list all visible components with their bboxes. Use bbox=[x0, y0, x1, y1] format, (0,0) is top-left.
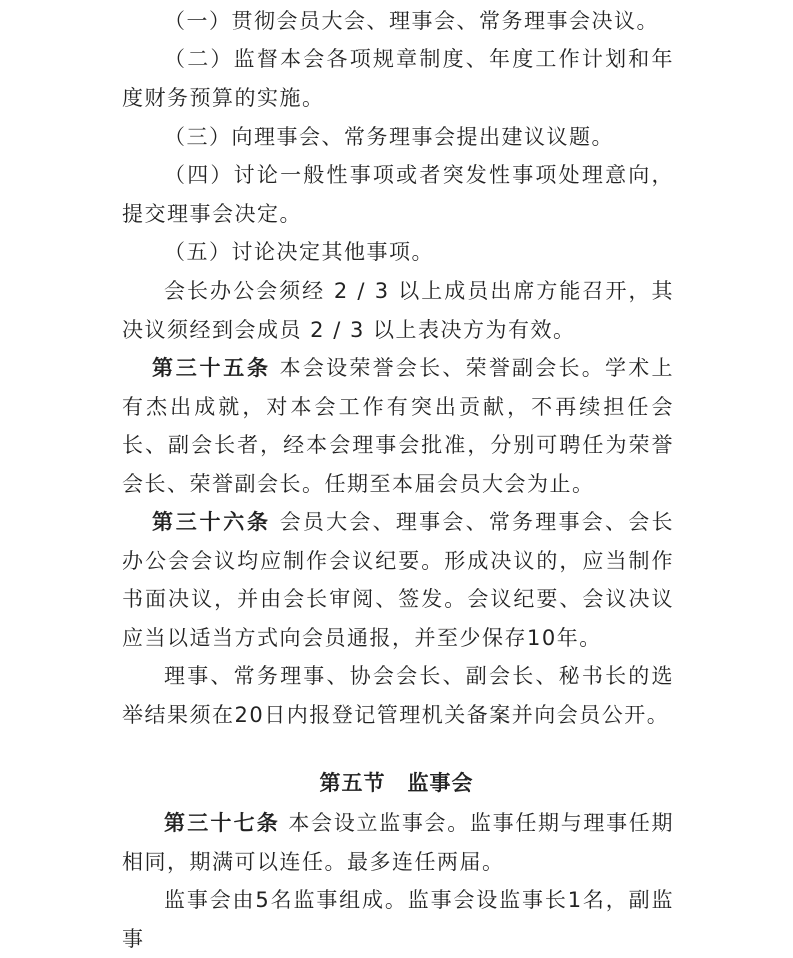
section-name: 监事会 bbox=[407, 771, 474, 795]
article-36 bbox=[122, 503, 674, 657]
paragraph-election-results: 理事、常务理事、协会会长、副会长、秘书长的选举结果须在20日内报登记管理机关备案并向会员公开。 bbox=[122, 664, 674, 727]
article-37 bbox=[122, 804, 674, 881]
article-35-label: 第三十五条 bbox=[152, 356, 271, 380]
paragraph-item-2: （二）监督本会各项规章制度、年度工作计划和年度财务预算的实施。 bbox=[122, 47, 674, 110]
article-35-text: 本会设荣誉会长、荣誉副会长。学术上有杰出成就，对本会工作有突出贡献，不再续担任会长、副会长者，经本会理事会批准，分别可聘任为荣誉会长、荣誉副会长。任期至本届会员大会为止。 bbox=[122, 356, 675, 496]
paragraph-item-1: （一）贯彻会员大会、理事会、常务理事会决议。 bbox=[164, 9, 659, 33]
article-35 bbox=[122, 349, 674, 503]
article-37-text: 本会设立监事会。监事任期与理事任期相同，期满可以连任。最多连任两届。 bbox=[122, 811, 674, 874]
article-36-text: 会员大会、理事会、常务理事会、会长办公会会议均应制作会议纪要。形成决议的，应当制作书面决议，并由会长审阅、签发。会议纪要、会议决议应当以适当方式向会员通报，并至少保存10年。 bbox=[122, 510, 675, 650]
section-heading bbox=[0, 764, 793, 803]
paragraph-president-office-meeting: 会长办公会须经 2 / 3 以上成员出席方能召开，其决议须经到会成员 2 / 3 以上表决方为有效。 bbox=[122, 279, 674, 342]
section-number: 第五节 bbox=[319, 771, 386, 795]
paragraph-item-3: （三）向理事会、常务理事会提出建议议题。 bbox=[164, 125, 614, 149]
article-37-label: 第三十七条 bbox=[164, 811, 280, 835]
paragraph-item-4: （四）讨论一般性事项或者突发性事项处理意向，提交理事会决定。 bbox=[122, 163, 674, 226]
paragraph-item-5: （五）讨论决定其他事项。 bbox=[164, 240, 434, 264]
article-36-label: 第三十六条 bbox=[152, 510, 271, 534]
paragraph-supervisory-board-composition: 监事会由5名监事组成。监事会设监事长1名，副监事 bbox=[122, 888, 674, 951]
